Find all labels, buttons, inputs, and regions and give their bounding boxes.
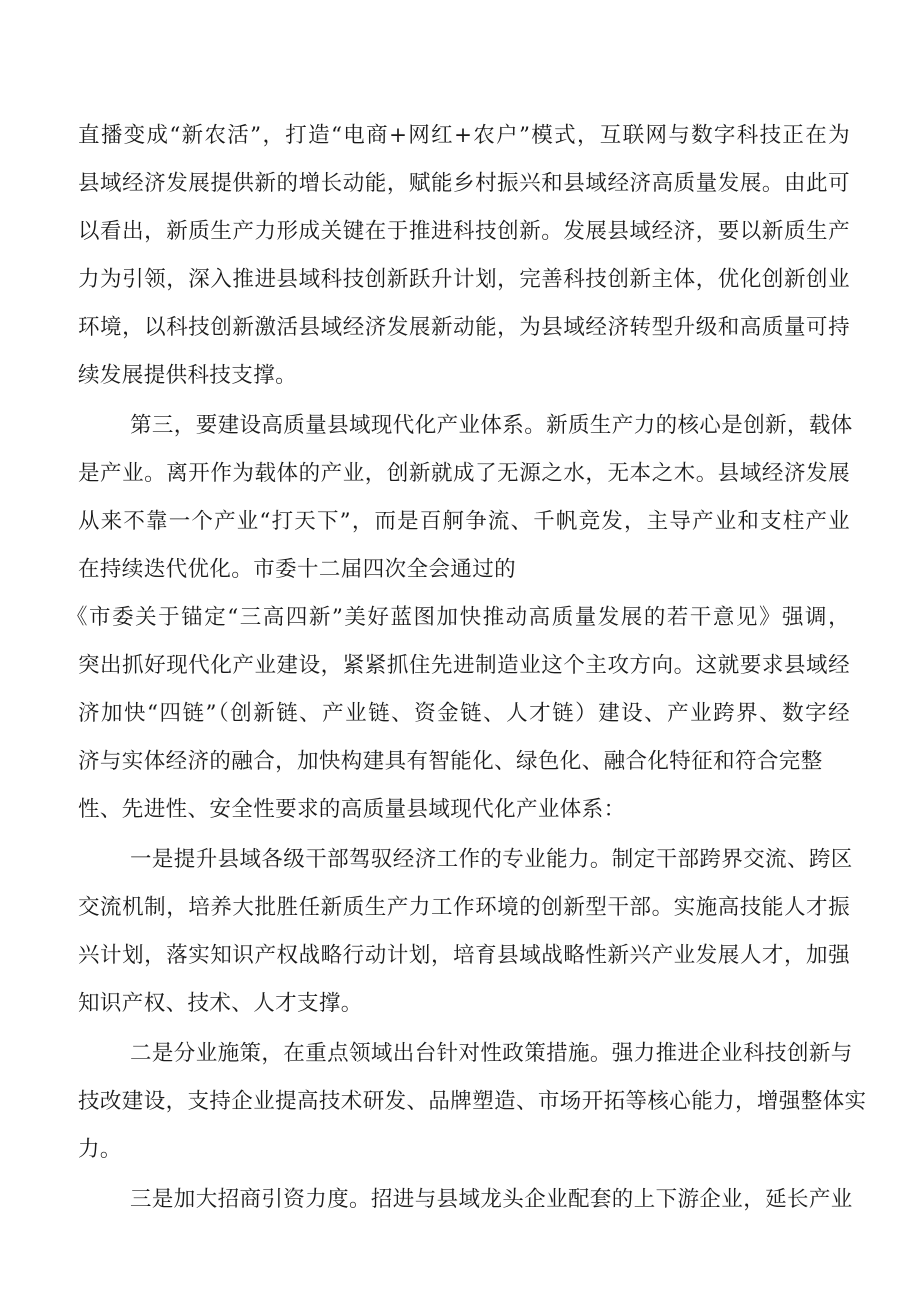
text-line-23: 三是加大招商引资力度。招进与县域龙头企业配套的上下游企业，延长产业: [130, 1187, 853, 1212]
text-line-18: 兴计划，落实知识产权战略行动计划，培育县域战略性新兴产业发展人才，加强: [78, 943, 850, 968]
text-line-19: 知识产权、技术、人才支撑。: [78, 991, 363, 1016]
text-line-17: 交流机制，培养大批胜任新质生产力工作环境的创新型干部。实施高技能人才振: [78, 895, 850, 920]
text-line-12: 突出抓好现代化产业建设，紧紧抓住先进制造业这个主攻方向。这就要求县域经: [78, 653, 850, 678]
text-line-16: 一是提升县域各级干部驾驭经济工作的专业能力。制定干部跨界交流、跨区: [130, 847, 853, 872]
text-line-3: 以看出，新质生产力形成关键在于推进科技创新。发展县域经济，要以新质生产: [78, 219, 850, 244]
text-line-13: 济加快“四链”（创新链、产业链、资金链、人才链）建设、产业跨界、数字经: [78, 701, 850, 726]
text-line-8: 是产业。离开作为载体的产业，创新就成了无源之水，无本之木。县域经济发展: [78, 461, 850, 486]
text-line-11: 《市委关于锚定“三高四新”美好蓝图加快推动高质量发展的若干意见》强调，: [66, 605, 850, 630]
text-line-10: 在持续迭代优化。市委十二届四次全会通过的: [78, 557, 517, 582]
text-line-1: 直播变成“新农活”，打造“电商+网红+农户”模式，互联网与数字科技正在为: [78, 123, 850, 148]
text-line-6: 续发展提供科技支撑。: [78, 363, 298, 388]
text-line-21: 技改建设，支持企业提高技术研发、品牌塑造、市场开拓等核心能力，增强整体实: [78, 1089, 867, 1114]
text-line-14: 济与实体经济的融合，加快构建具有智能化、绿色化、融合化特征和符合完整: [78, 749, 823, 774]
text-line-7: 第三，要建设高质量县域现代化产业体系。新质生产力的核心是创新，载体: [130, 413, 853, 438]
text-line-22: 力。: [78, 1137, 122, 1162]
text-line-5: 环境，以科技创新激活县域经济发展新动能，为县域经济转型升级和高质量可持: [78, 315, 850, 340]
text-line-9: 从来不靠一个产业“打天下”，而是百舸争流、千帆竞发，主导产业和支柱产业: [78, 509, 850, 534]
text-line-20: 二是分业施策，在重点领域出台针对性政策措施。强力推进企业科技创新与: [130, 1041, 853, 1066]
text-line-15: 性、先进性、安全性要求的高质量县域现代化产业体系：: [78, 797, 626, 822]
text-line-2: 县域经济发展提供新的增长动能，赋能乡村振兴和县域经济高质量发展。由此可: [78, 171, 850, 196]
text-line-4: 力为引领，深入推进县域科技创新跃升计划，完善科技创新主体，优化创新创业: [78, 267, 850, 292]
